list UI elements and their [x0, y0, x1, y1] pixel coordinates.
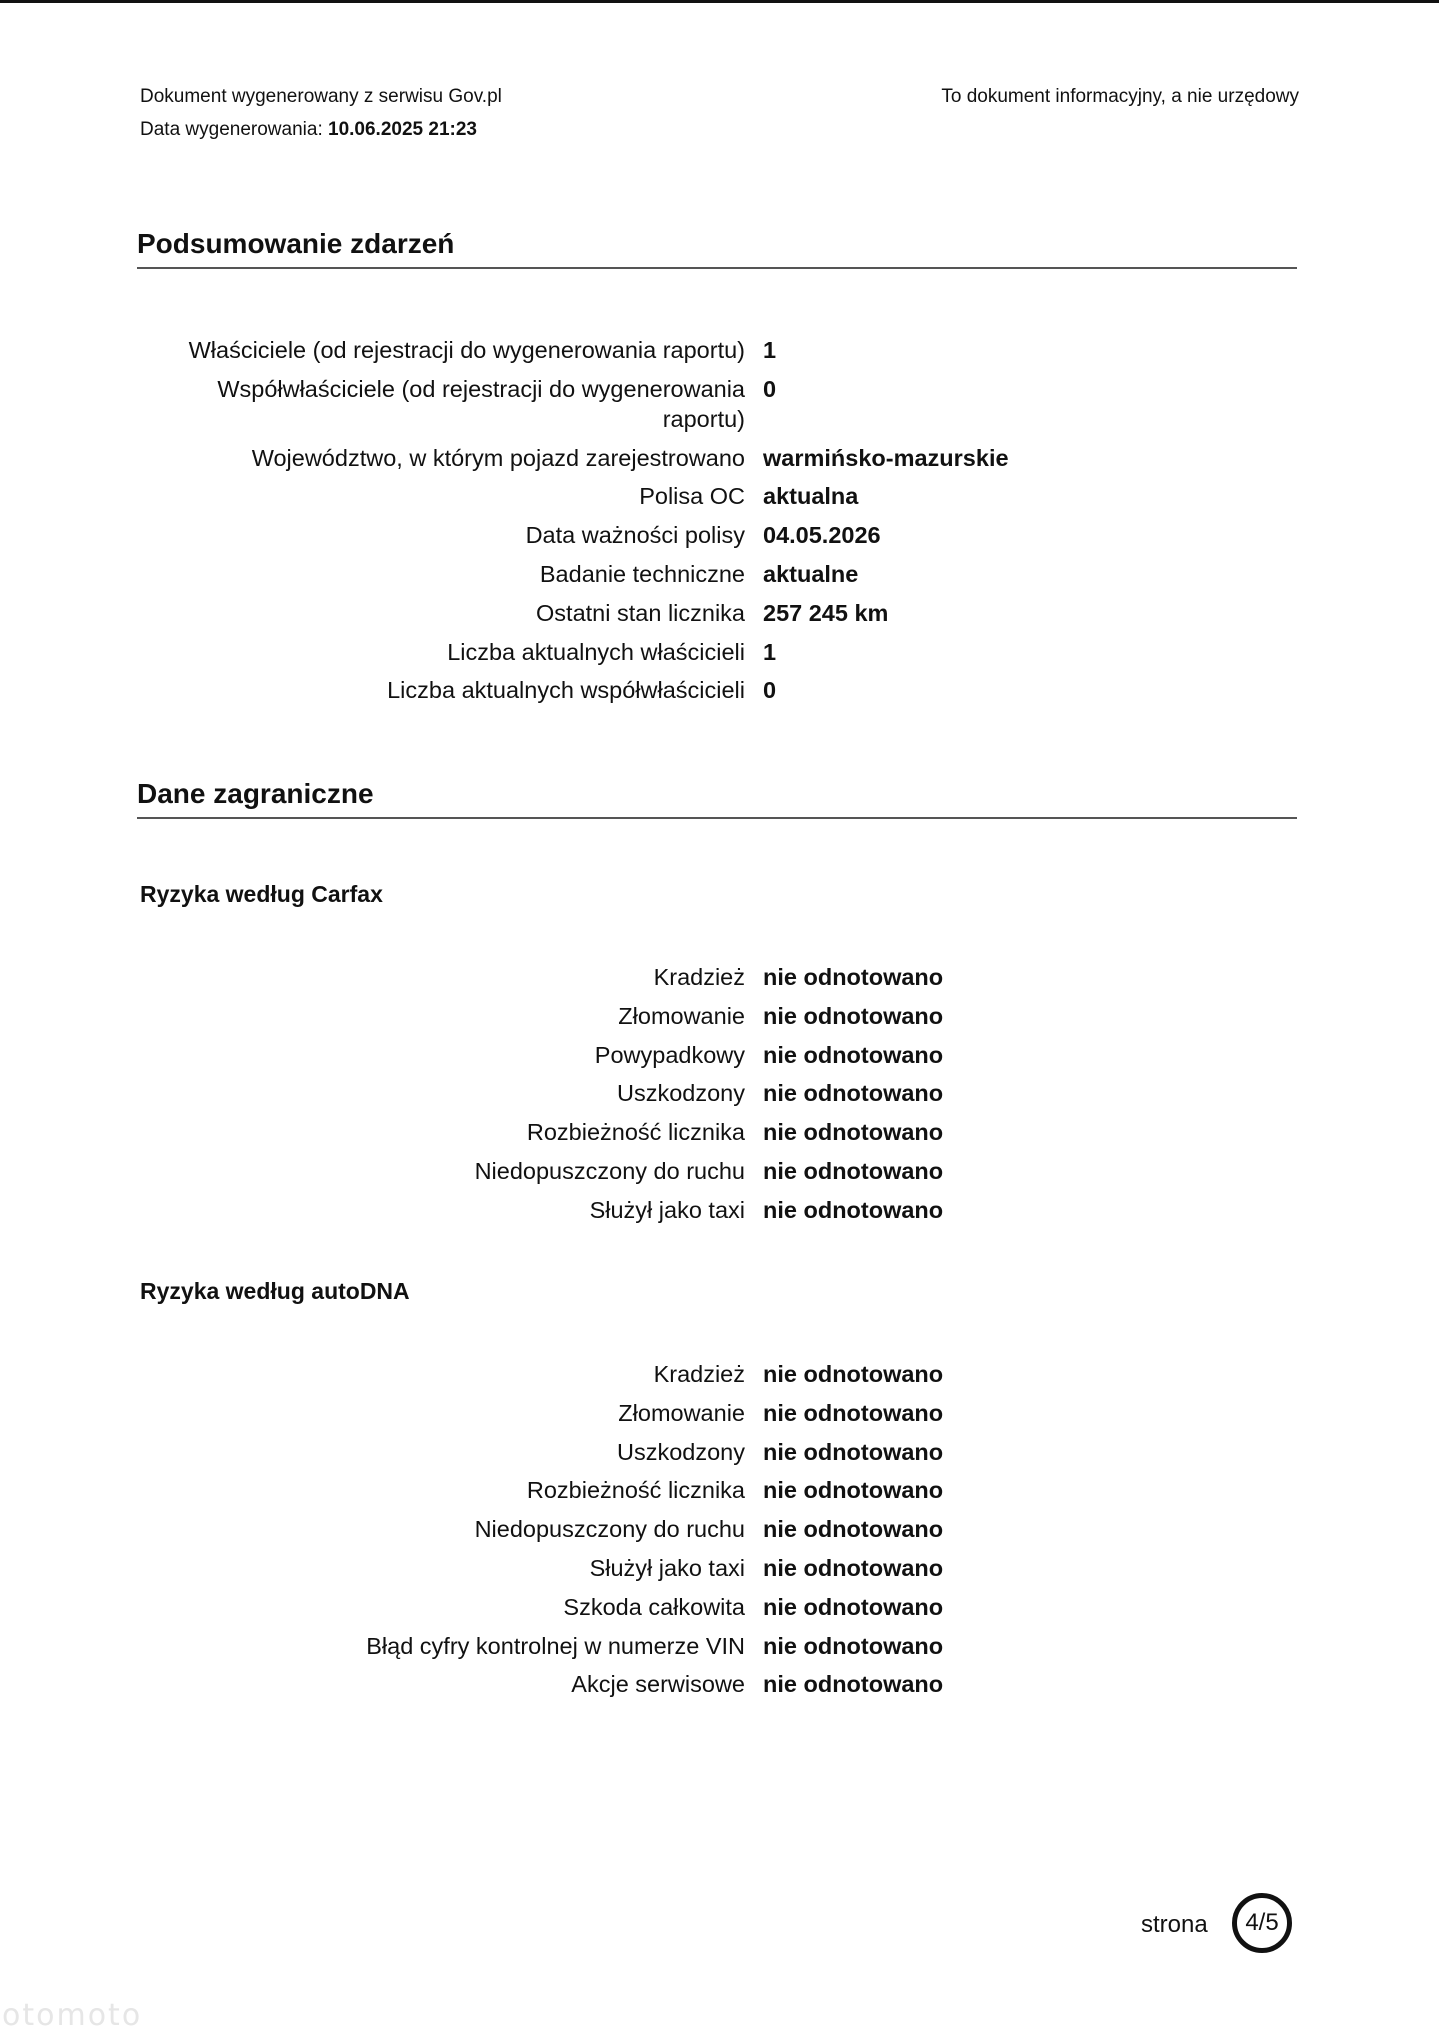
row-label: Niedopuszczony do ruchu	[474, 1516, 745, 1543]
page-number-badge	[1232, 1893, 1292, 1953]
watermark-logo: otomoto	[2, 1998, 143, 2033]
subsection-title-autodna: Ryzyka według autoDNA	[140, 1278, 410, 1304]
row-label: Akcje serwisowe	[571, 1671, 745, 1698]
generation-date-label: Data wygenerowania:	[140, 119, 328, 140]
summary-row	[0, 637, 1439, 667]
summary-row	[0, 481, 1439, 511]
row-label: Data ważności polisy	[525, 522, 745, 549]
page-number: 4/5	[1245, 1909, 1279, 1936]
row-value: 1	[763, 638, 777, 665]
row-value: nie odnotowano	[763, 1361, 944, 1387]
row-label: Współwłaściciele (od rejestracji do wygenerowania raportu)	[217, 375, 745, 432]
row-label: Liczba aktualnych współwłaścicieli	[387, 677, 745, 704]
row-value: nie odnotowano	[763, 1477, 944, 1504]
subsection-title-carfax: Ryzyka według Carfax	[140, 881, 383, 907]
autodna-row	[0, 1631, 1439, 1661]
row-value: nie odnotowano	[763, 1119, 944, 1146]
row-label: Złomowanie	[618, 1002, 745, 1029]
summary-row	[0, 335, 1439, 365]
summary-row	[0, 675, 1439, 705]
carfax-row	[0, 962, 1439, 992]
row-label: Kradzież	[653, 964, 745, 990]
row-label: Służył jako taxi	[589, 1554, 745, 1581]
row-value: nie odnotowano	[763, 964, 944, 990]
page-label: strona	[1141, 1911, 1208, 1938]
row-label: Szkoda całkowita	[563, 1593, 745, 1620]
autodna-row	[0, 1669, 1439, 1699]
autodna-row	[0, 1475, 1439, 1505]
carfax-row	[0, 1195, 1439, 1225]
top-border	[0, 0, 1439, 3]
row-value: 257 245 km	[763, 599, 889, 626]
row-value: nie odnotowano	[763, 1671, 944, 1698]
autodna-row	[0, 1437, 1439, 1467]
row-label: Niedopuszczony do ruchu	[474, 1157, 745, 1184]
row-label: Badanie techniczne	[539, 560, 745, 587]
summary-row	[0, 520, 1439, 550]
row-value: nie odnotowano	[763, 1002, 944, 1029]
row-label: Polisa OC	[639, 483, 745, 510]
autodna-row	[0, 1514, 1439, 1544]
row-value: nie odnotowano	[763, 1399, 944, 1426]
row-value: nie odnotowano	[763, 1554, 944, 1581]
row-value: warmińsko-mazurskie	[763, 444, 1009, 471]
generation-date-value: 10.06.2025 21:23	[328, 119, 477, 140]
row-value: 04.05.2026	[763, 522, 881, 549]
row-label: Rozbieżność licznika	[526, 1477, 745, 1504]
row-label: Błąd cyfry kontrolnej w numerze VIN	[366, 1632, 745, 1659]
row-label: Służył jako taxi	[589, 1196, 745, 1223]
row-value: nie odnotowano	[763, 1157, 944, 1184]
row-value: nie odnotowano	[763, 1041, 944, 1068]
generation-date	[140, 118, 477, 142]
row-label: Kradzież	[653, 1361, 745, 1387]
carfax-table	[0, 962, 1439, 1234]
row-value: nie odnotowano	[763, 1593, 944, 1620]
row-value: 1	[763, 337, 777, 363]
row-label: Uszkodzony	[617, 1080, 745, 1107]
row-value: 0	[763, 375, 777, 402]
carfax-row	[0, 1078, 1439, 1108]
summary-row	[0, 443, 1439, 473]
autodna-row	[0, 1553, 1439, 1583]
autodna-row	[0, 1359, 1439, 1389]
autodna-row	[0, 1398, 1439, 1428]
carfax-row	[0, 1156, 1439, 1186]
source-text: Dokument wygenerowany z serwisu Gov.pl	[140, 86, 502, 107]
row-value: nie odnotowano	[763, 1438, 944, 1465]
row-label: Województwo, w którym pojazd zarejestrowano	[251, 444, 745, 471]
summary-table	[0, 335, 1439, 714]
carfax-row	[0, 1040, 1439, 1070]
row-label: Właściciele (od rejestracji do wygenerowania raportu)	[188, 337, 745, 363]
row-value: nie odnotowano	[763, 1632, 944, 1659]
row-label: Rozbieżność licznika	[526, 1119, 745, 1146]
row-value: nie odnotowano	[763, 1516, 944, 1543]
summary-row	[0, 559, 1439, 589]
row-label: Ostatni stan licznika	[536, 599, 745, 626]
row-label: Uszkodzony	[617, 1438, 745, 1465]
row-label: Powypadkowy	[594, 1041, 745, 1068]
row-value: nie odnotowano	[763, 1196, 944, 1223]
informational-notice: To dokument informacyjny, a nie urzędowy	[941, 86, 1299, 107]
carfax-row	[0, 1117, 1439, 1147]
row-label: Złomowanie	[618, 1399, 745, 1426]
row-value: 0	[763, 677, 777, 704]
carfax-row	[0, 1001, 1439, 1031]
autodna-table	[0, 1359, 1439, 1708]
row-label: Liczba aktualnych właścicieli	[447, 638, 745, 665]
autodna-row	[0, 1592, 1439, 1622]
section-title-foreign: Dane zagraniczne	[137, 777, 1297, 819]
row-value: aktualna	[763, 483, 859, 510]
summary-row	[0, 374, 1439, 434]
section-title-summary: Podsumowanie zdarzeń	[137, 227, 1297, 269]
row-value: aktualne	[763, 560, 859, 587]
summary-row	[0, 598, 1439, 628]
row-value: nie odnotowano	[763, 1080, 944, 1107]
